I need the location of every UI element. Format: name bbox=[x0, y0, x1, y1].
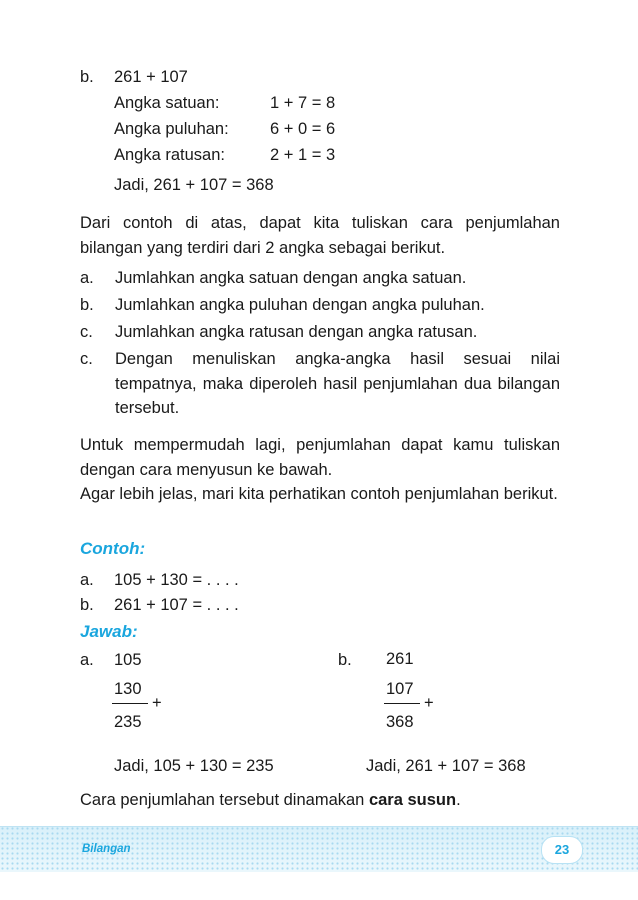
step-marker: c. bbox=[80, 323, 93, 341]
jawab-b-sum-line bbox=[384, 703, 420, 704]
row-label-satuan: Angka satuan: bbox=[114, 94, 220, 112]
step-item-b bbox=[80, 293, 560, 318]
example-b-title: 261 + 107 bbox=[114, 68, 188, 86]
step-text: Jumlahkan angka puluhan dengan angka puluhan. bbox=[115, 296, 485, 314]
example-b-conclusion: Jadi, 261 + 107 = 368 bbox=[114, 176, 274, 194]
jawab-a-top-number: 105 bbox=[114, 651, 142, 669]
closing-sentence bbox=[80, 791, 461, 810]
page-number: 23 bbox=[541, 836, 583, 864]
closing-text: Cara penjumlahan tersebut dinamakan bbox=[80, 791, 369, 809]
step-item-a bbox=[80, 266, 560, 291]
paragraph-contoh-intro: Agar lebih jelas, mari kita perhatikan contoh penjumlahan berikut. bbox=[80, 485, 558, 503]
step-marker: a. bbox=[80, 269, 94, 287]
step-marker: b. bbox=[80, 296, 94, 314]
jawab-a-plus-sign: + bbox=[152, 694, 162, 712]
closing-period: . bbox=[456, 791, 461, 809]
step-marker: c. bbox=[80, 350, 93, 368]
row-calc-ratusan: 2 + 1 = 3 bbox=[270, 146, 336, 164]
closing-term: cara susun bbox=[368, 791, 457, 809]
contoh-problem-a: 105 + 130 = . . . . bbox=[114, 571, 239, 589]
jawab-b-bottom-number: 107 bbox=[386, 680, 414, 698]
jawab-heading: Jawab: bbox=[80, 622, 138, 641]
contoh-marker-b: b. bbox=[80, 596, 94, 614]
jawab-b-conclusion: Jadi, 261 + 107 = 368 bbox=[366, 757, 526, 775]
contoh-marker-a: a. bbox=[80, 571, 94, 589]
step-text: Jumlahkan angka satuan dengan angka satuan. bbox=[115, 269, 467, 287]
jawab-a-conclusion: Jadi, 105 + 130 = 235 bbox=[114, 757, 274, 775]
jawab-b-result: 368 bbox=[386, 713, 414, 731]
contoh-heading: Contoh: bbox=[80, 539, 146, 558]
intro-paragraph: Dari contoh di atas, dapat kita tuliskan cara penjumlahan bilangan yang terdiri dari 2 angka sebagai berikut. bbox=[80, 214, 560, 257]
example-b-marker: b. bbox=[80, 68, 94, 86]
row-label-ratusan: Angka ratusan: bbox=[114, 146, 225, 164]
jawab-b-marker: b. bbox=[338, 651, 352, 669]
jawab-b-top-number: 261 bbox=[386, 650, 414, 668]
step-item-c bbox=[80, 320, 560, 345]
jawab-a-sum-line bbox=[112, 703, 148, 704]
row-label-puluhan: Angka puluhan: bbox=[114, 120, 229, 138]
row-calc-satuan: 1 + 7 = 8 bbox=[270, 94, 336, 112]
contoh-problem-b: 261 + 107 = . . . . bbox=[114, 596, 239, 614]
row-calc-puluhan: 6 + 0 = 6 bbox=[270, 120, 336, 138]
step-item-d bbox=[80, 347, 560, 421]
jawab-a-bottom-number: 130 bbox=[114, 680, 142, 698]
paragraph-susun: Untuk mempermudah lagi, penjumlahan dapat kamu tuliskan dengan cara menyusun ke bawah. bbox=[80, 436, 560, 479]
jawab-b-plus-sign: + bbox=[424, 694, 434, 712]
jawab-a-result: 235 bbox=[114, 713, 142, 731]
step-text: Dengan menuliskan angka-angka hasil sesuai nilai tempatnya, maka diperoleh hasil penjumlahan dua bilangan tersebut. bbox=[115, 350, 560, 417]
jawab-a-marker: a. bbox=[80, 651, 94, 669]
footer-section-label: Bilangan bbox=[82, 843, 131, 855]
step-text: Jumlahkan angka ratusan dengan angka ratusan. bbox=[115, 323, 478, 341]
